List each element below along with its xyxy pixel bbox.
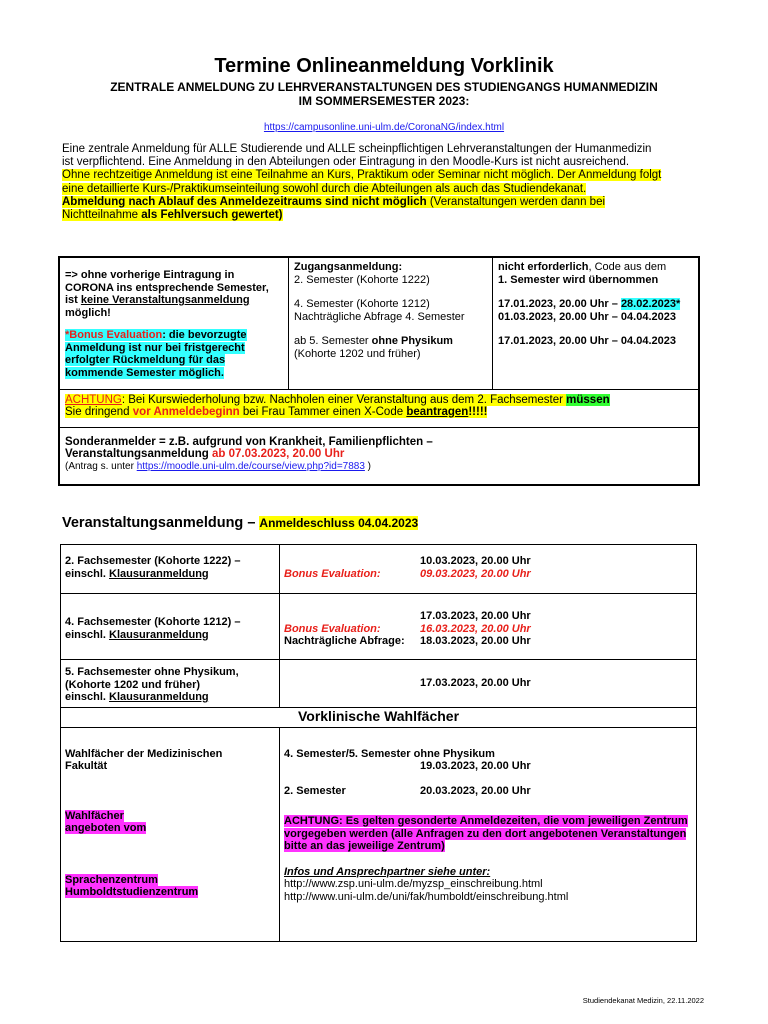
achtung-label: ACHTUNG: [65, 393, 122, 406]
achtung-row: [59, 389, 699, 427]
intro-p3-bold: Abmeldung nach Ablauf des Anmeldezeitraums sind nicht möglich: [62, 195, 427, 208]
achtung-text-2: Sie dringend: [65, 406, 133, 418]
sonder-line-2: Veranstaltungsanmeldung: [65, 448, 212, 460]
wahl-sem4-5-date: 19.03.2023, 20.00 Uhr: [420, 760, 531, 772]
box1-left-underlined: keine Veranstaltungsanmeldung: [80, 294, 250, 306]
wahl-sem2: 2. Semester: [284, 784, 346, 797]
zsp-url[interactable]: http://www.zsp.uni-ulm.de/myzsp_einschreibung.html: [284, 878, 543, 890]
row3-left-2: (Kohorte 1202 und früher): [65, 678, 201, 691]
row2-left-2: einschl.: [65, 628, 110, 641]
row2-bonus-label: Bonus Evaluation:: [284, 622, 381, 635]
moodle-link[interactable]: https://moodle.uni-ulm.de/course/view.php?id=7883: [136, 460, 365, 472]
row1-left-2: einschl.: [65, 567, 110, 580]
sonder-line-1: Sonderanmelder = z.B. aufgrund von Krankheit, Familienpflichten –: [65, 435, 433, 448]
footer: Studiendekanat Medizin, 22.11.2022: [582, 996, 704, 1005]
subtitle-line-1: ZENTRALE ANMELDUNG ZU LEHRVERANSTALTUNGEN DES STUDIENGANGS HUMANMEDIZIN: [110, 80, 658, 94]
table-row: [61, 545, 697, 594]
mid-sem5-bold: ohne Physikum: [371, 335, 453, 347]
section2-heading-text: Veranstaltungsanmeldung –: [62, 515, 260, 531]
subtitle-line-2: IM SOMMERSEMESTER 2023:: [298, 94, 470, 108]
row1-bonus-date: 09.03.2023, 20.00 Uhr: [420, 567, 531, 580]
row2-late-date: 18.03.2023, 20.00 Uhr: [420, 635, 531, 647]
right-head-b: , Code aus dem: [588, 261, 667, 273]
row1-bonus-label: Bonus Evaluation:: [284, 567, 381, 580]
sonder-line-3: (Antrag s. unter: [65, 460, 137, 472]
table-row: [61, 594, 697, 660]
table-row: [61, 727, 697, 941]
bonus-evaluation-text: : die bevorzugte Anmeldung ist nur bei fristgerecht erfolgter Rückmeldung für das kommende Semester möglich.: [65, 329, 247, 379]
box1-middle: [289, 257, 493, 389]
wahlfaecher-heading: Vorklinische Wahlfächer: [61, 707, 697, 727]
box1-left-text: => ohne vorherige Eintragung in CORONA ins entsprechende Semester, ist: [65, 269, 269, 306]
box1-right: [493, 257, 700, 389]
row2-date: 17.03.2023, 20.00 Uhr: [420, 610, 531, 622]
achtung-text-3: bei Frau Tammer einen X-Code: [239, 406, 407, 418]
bonus-evaluation-label: *Bonus Evaluation: [65, 329, 163, 341]
humboldtstudienzentrum: Humboldtstudienzentrum: [65, 886, 199, 898]
page-title: Termine Onlineanmeldung Vorklinik: [214, 55, 554, 77]
row2-bonus-date: 16.03.2023, 20.00 Uhr: [420, 622, 531, 635]
wahl-infos: Infos und Ansprechpartner siehe unter:: [284, 865, 491, 878]
right-head-c: 1. Semester wird übernommen: [498, 273, 659, 286]
achtung-vor-anmeldebeginn: vor Anmeldebeginn: [132, 406, 240, 418]
box1-left-text2: möglich!: [65, 306, 111, 319]
intro-text: [62, 143, 662, 222]
sprachenzentrum: Sprachenzentrum: [65, 873, 158, 886]
sonder-date: ab 07.03.2023, 20.00 Uhr: [211, 448, 345, 460]
sonderanmelder-row: [59, 427, 699, 485]
row3-left-1: 5. Fachsemester ohne Physikum,: [65, 666, 239, 678]
achtung-exclamation: !!!!!: [468, 406, 488, 418]
campus-online-link[interactable]: https://campusonline.uni-ulm.de/CoronaNG/index.html: [263, 122, 505, 133]
achtung-text-1: : Bei Kurswiederholung bzw. Nachholen einer Veranstaltung aus dem 2. Fachsemester: [121, 393, 567, 406]
wahl-left-title: Wahlfächer der Medizinischen Fakultät: [65, 747, 223, 772]
row2-klausur: Klausuranmeldung: [109, 628, 209, 641]
right-head-a: nicht erforderlich: [498, 261, 589, 273]
subtitle: [0, 80, 768, 108]
intro-p3-rest: (Veranstaltungen werden dann bei Nichtteilnahme: [62, 195, 606, 222]
row3-left-3: einschl.: [65, 691, 110, 703]
mid-sem5: ab 5. Semester: [294, 335, 372, 347]
table-row: [61, 660, 697, 708]
achtung-beantragen: beantragen: [406, 406, 469, 418]
row2-left-1: 4. Fachsemester (Kohorte 1212) –: [65, 616, 241, 628]
wahl-sem4-5: 4. Semester/5. Semester ohne Physikum: [284, 747, 495, 760]
wahl-achtung: ACHTUNG: Es gelten gesonderte Anmeldezeiten, die vom jeweiligen Zentrum vorgegeben werden (alle Anfragen zu den dort angebotenen Veranstaltungen bitte an das jeweilige Zentrum): [284, 815, 688, 852]
course-registration-table: [60, 544, 697, 942]
row3-date: 17.03.2023, 20.00 Uhr: [420, 677, 531, 689]
row1-date: 10.03.2023, 20.00 Uhr: [420, 555, 531, 567]
wahl-sem2-date: 20.03.2023, 20.00 Uhr: [420, 784, 531, 797]
wahl-offered-2: angeboten vom: [65, 822, 147, 834]
row1-klausur: Klausuranmeldung: [109, 567, 209, 580]
right-date-3: 17.01.2023, 20.00 Uhr – 04.04.2023: [498, 335, 676, 347]
section2-deadline: Anmeldeschluss 04.04.2023: [259, 516, 419, 530]
right-date-1-end: 28.02.2023*: [620, 298, 681, 310]
registration-info-table: [58, 256, 700, 486]
mid-late: Nachträgliche Abfrage 4. Semester: [294, 310, 465, 323]
mid-sem4: 4. Semester (Kohorte 1212): [294, 298, 430, 310]
section2-heading: [62, 515, 418, 531]
row2-late-label: Nachträgliche Abfrage:: [284, 635, 405, 647]
box1-left: [59, 257, 289, 389]
sonder-line-3-end: ): [364, 460, 372, 472]
zugangsanmeldung-heading: Zugangsanmeldung:: [294, 261, 403, 273]
mid-sem2: 2. Semester (Kohorte 1222): [294, 273, 430, 286]
intro-p2: Ohne rechtzeitige Anmeldung ist eine Teilnahme an Kurs, Praktikum oder Seminar nicht möglich. Der Anmeldung folgt eine detaillierte Kurs-/Praktikumseinteilung sowohl durch die Abteilungen als auch das Studiendekanat.: [62, 169, 662, 195]
humboldt-url[interactable]: http://www.uni-ulm.de/uni/fak/humboldt/einschreibung.html: [284, 890, 569, 903]
intro-p3-bold2: als Fehlversuch gewertet): [141, 209, 283, 222]
mid-kohorte: (Kohorte 1202 und früher): [294, 347, 421, 360]
row3-klausur: Klausuranmeldung: [109, 691, 209, 703]
right-date-1: 17.01.2023, 20.00 Uhr –: [498, 298, 621, 310]
achtung-muessen: müssen: [566, 393, 610, 406]
wahl-offered-1: Wahlfächer: [65, 809, 124, 822]
right-date-2: 01.03.2023, 20.00 Uhr – 04.04.2023: [498, 310, 676, 323]
intro-p1: Eine zentrale Anmeldung für ALLE Studierende und ALLE scheinpflichtigen Lehrveranstaltungen der Humanmedizin ist verpflichtend. Eine Anmeldung in den Abteilungen oder Eintragung in den Moodle-Kurs ist nicht ausreichend.: [62, 143, 652, 169]
row1-left-1: 2. Fachsemester (Kohorte 1222) –: [65, 555, 241, 567]
